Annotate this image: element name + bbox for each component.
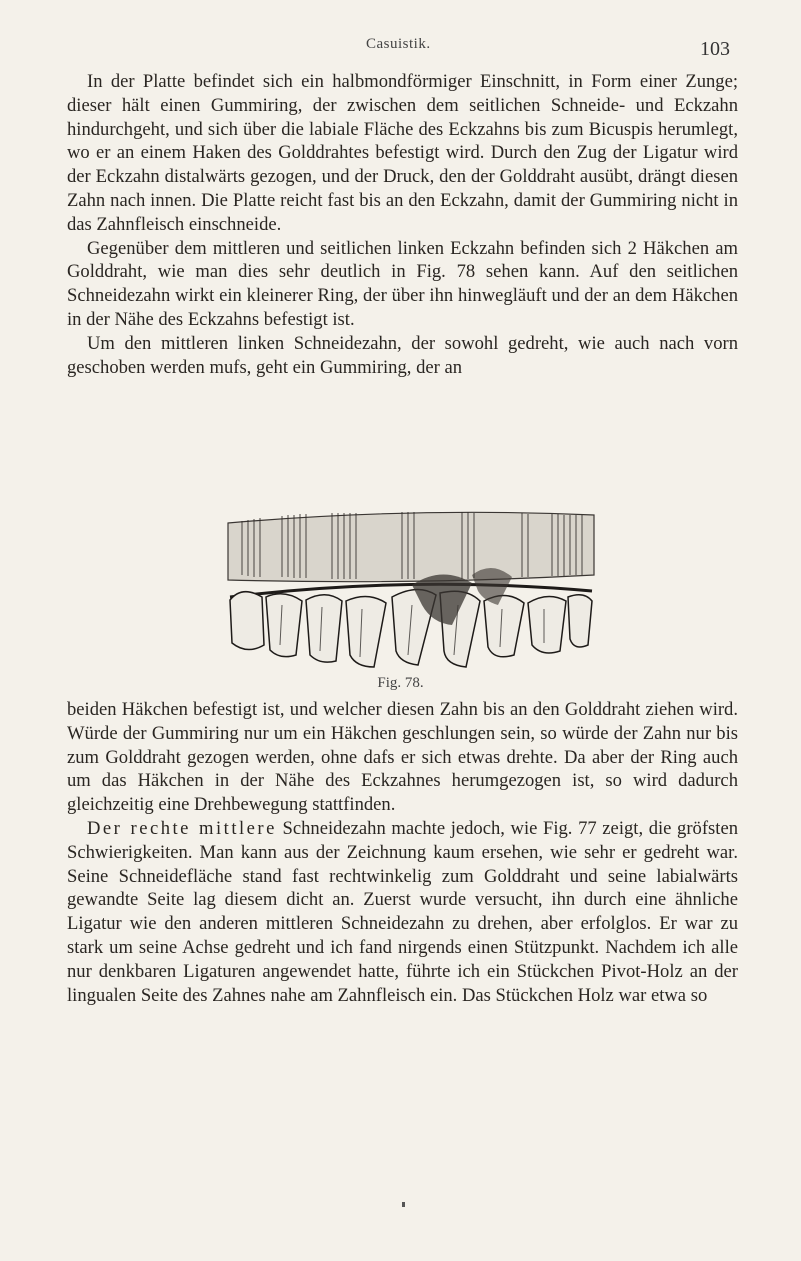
paragraph-continuation: Schneidezahn machte jedoch, wie Fig. 77 zeigt, die gröfsten Schwierigkeiten. Man kann aus der Zeichnung kaum ersehen, wie sehr er gedreht war. Seine Schneidefläche stand fast rechtwinkelig zum Golddraht und seine labialwärts gewandte Seite lag diesem dicht an. Zuerst wurde versucht, ihn durch eine ähnliche Ligatur wie den anderen mittleren Schneidezahn zu drehen, aber erfolglos. Er war zu stark um seine Achse gedreht und ich fand nirgends einen Stützpunkt. Nachdem ich alle nur denkbaren Ligaturen angewendet hatte, führte ich ein Stückchen Pivot-Holz an der lingualen Seite des Zahnes nahe am Zahnfleisch ein. Das Stückchen Holz war etwa so <box>67 817 738 1006</box>
paragraph: Gegenüber dem mittleren und seitlichen linken Eckzahn befinden sich 2 Häkchen am Golddraht, wie man dies sehr deutlich in Fig. 78 sehen kann. Auf den seitlichen Schneidezahn wirkt ein kleinerer Ring, der über ihn hinwegläuft und der an dem Häkchen in der Nähe des Eckzahns befestigt ist. <box>67 237 738 330</box>
paragraph <box>67 817 738 1007</box>
spaced-emphasis: Der rechte mittlere <box>87 817 277 839</box>
paragraph: Um den mittleren linken Schneidezahn, der sowohl gedreht, wie auch nach vorn geschoben werden mufs, geht ein Gummiring, der an <box>67 332 738 378</box>
paragraph: beiden Häkchen befestigt ist, und welcher diesen Zahn bis an den Golddraht ziehen wird. Würde der Gummiring nur um ein Häkchen geschlungen sein, so würde der Zahn nur bis zum Golddraht gezogen werden, ohne dafs er sich etwas drehte. Da aber der Ring auch um das Häkchen in der Nähe des Eckzahnes herumgezogen ist, so wird dadurch gleichzeitig eine Drehbewegung stattfinden. <box>67 699 738 816</box>
text-block-lower <box>67 698 738 1007</box>
text-block-upper <box>67 70 738 379</box>
dental-illustration-figure <box>222 505 597 670</box>
running-title: Casuistik. <box>366 36 431 52</box>
running-head <box>0 36 801 66</box>
printer-mark <box>402 1202 405 1207</box>
figure-caption: Fig. 78. <box>377 675 424 691</box>
page-number: 103 <box>700 38 730 60</box>
paragraph: In der Platte befindet sich ein halbmondförmiger Einschnitt, in Form einer Zunge; dieser hält einen Gummiring, der zwischen dem seitlichen Schneide- und Eckzahn hindurchgeht, und sich über die labiale Fläche des Eckzahns bis zum Bicuspis herumlegt, wo er an einem Haken des Golddrahtes befestigt wird. Durch den Zug der Ligatur wird der Eckzahn distalwärts gezogen, und der Druck, den der Golddraht ausübt, drängt diesen Zahn nach innen. Die Platte reicht fast bis an den Eckzahn, damit der Gummiring nicht in das Zahnfleisch einschneide. <box>67 71 738 235</box>
